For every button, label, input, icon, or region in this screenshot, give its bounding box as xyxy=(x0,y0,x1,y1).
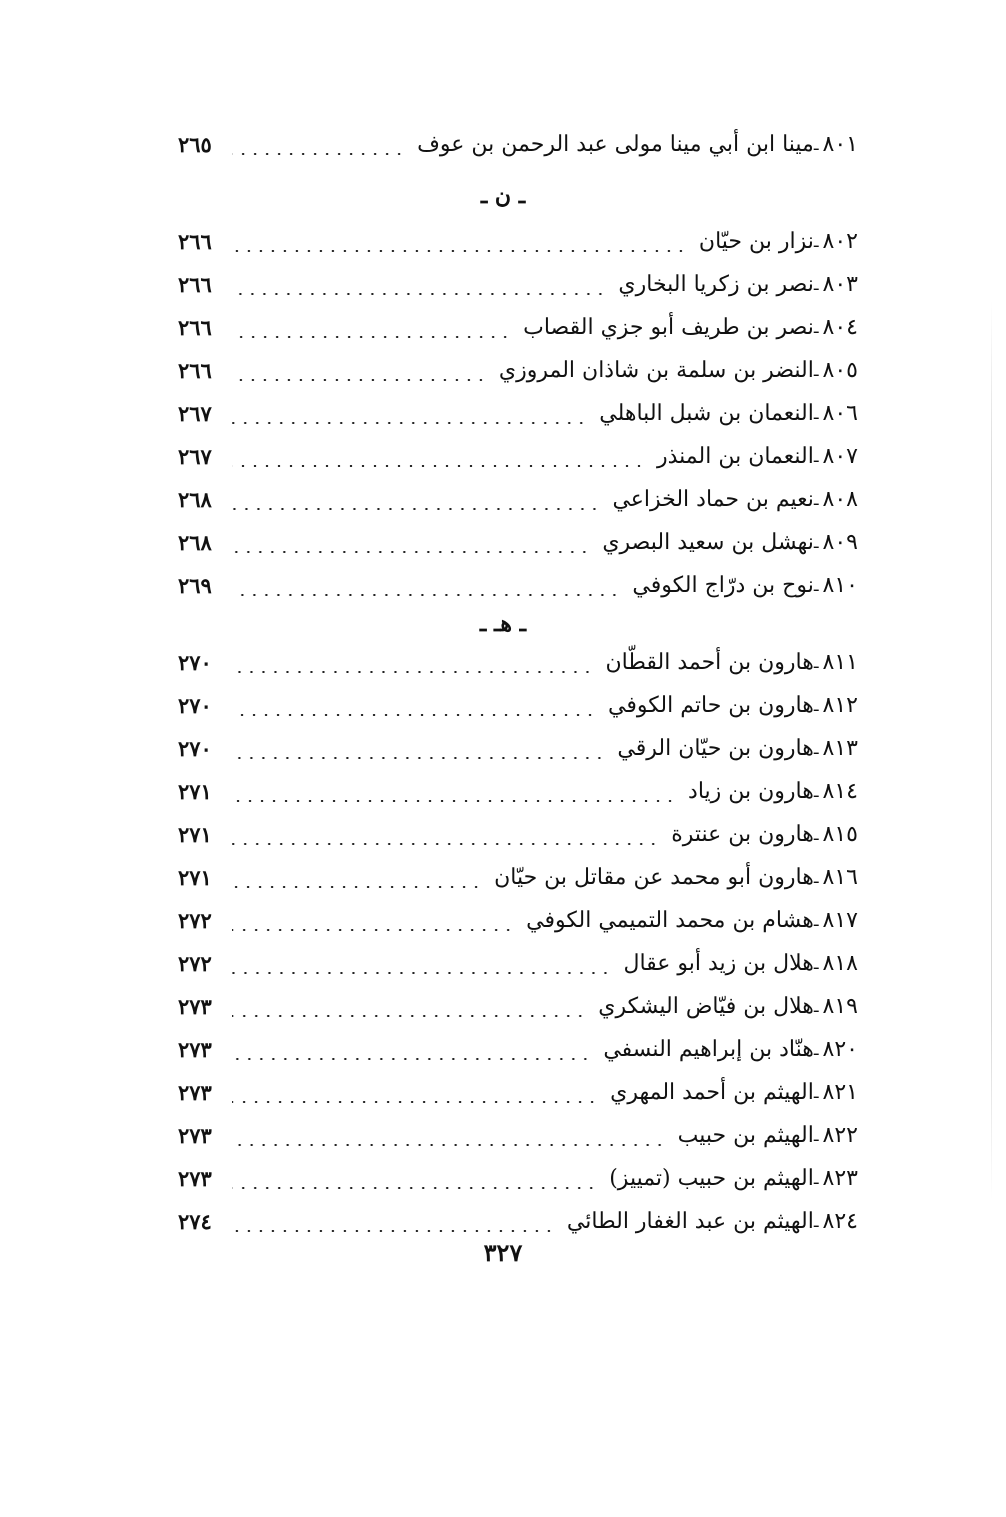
entry-number: ٨١٨ xyxy=(822,951,858,976)
entry-page: ٢٦٦ xyxy=(178,229,212,254)
entry-page: ٢٧٣ xyxy=(178,994,212,1019)
entry-number: ٨١٢ xyxy=(822,693,858,718)
list-item xyxy=(178,306,858,349)
entry-number: ٨٠٤ xyxy=(822,315,858,340)
leader-dots xyxy=(232,1187,597,1189)
list-item xyxy=(178,985,858,1028)
entry-page: ٢٧١ xyxy=(178,865,212,890)
entry-page: ٢٦٦ xyxy=(178,315,212,340)
entry-name: النضر بن سلمة بن شاذان المروزي xyxy=(498,358,814,383)
entry-name: هارون بن زياد xyxy=(688,779,814,804)
list-item xyxy=(178,1114,858,1157)
entry-name: نصر بن زكريا البخاري xyxy=(618,272,814,297)
entry-number: ٨١٥ xyxy=(822,822,858,847)
entry-dash: ـ xyxy=(813,868,819,887)
list-item xyxy=(178,478,858,521)
entry-dash: ـ xyxy=(813,275,819,294)
entry-number: ٨١٤ xyxy=(822,779,858,804)
leader-dots xyxy=(232,671,593,673)
entries-ha xyxy=(178,641,858,1243)
entry-name: نصر بن طريف أبو جزي القصاب xyxy=(523,315,814,340)
leader-dots xyxy=(232,293,606,295)
entry-name: الهيثم بن حبيب xyxy=(677,1123,814,1148)
list-item xyxy=(178,521,858,564)
leader-dots xyxy=(232,153,405,155)
entry-number: ٨٠٨ xyxy=(822,487,858,512)
entry-dash: ـ xyxy=(813,1169,819,1188)
list-item xyxy=(178,1200,858,1243)
leader-dots xyxy=(232,465,645,467)
list-item xyxy=(178,856,858,899)
entry-name: نهشل بن سعيد البصري xyxy=(602,530,814,555)
entry-name: النعمان بن شبل الباهلي xyxy=(599,401,814,426)
entry-page: ٢٧٤ xyxy=(178,1209,212,1234)
list-item xyxy=(178,1028,858,1071)
list-item xyxy=(178,1071,858,1114)
entry-page: ٢٦٨ xyxy=(178,487,212,512)
entry-dash: ـ xyxy=(813,911,819,930)
list-item xyxy=(178,263,858,306)
entry-page: ٢٦٩ xyxy=(178,573,212,598)
entry-dash: ـ xyxy=(813,739,819,758)
leader-dots xyxy=(232,422,587,424)
entry-dash: ـ xyxy=(813,954,819,973)
list-item xyxy=(178,435,858,478)
entry-number: ٨١١ xyxy=(822,650,858,675)
entry-page: ٢٦٥ xyxy=(178,132,212,157)
entry-dash: ـ xyxy=(813,490,819,509)
entry-page: ٢٧٠ xyxy=(178,693,212,718)
list-item xyxy=(178,641,858,684)
list-item xyxy=(178,349,858,392)
leader-dots xyxy=(232,800,676,802)
entry-number: ٨٠٥ xyxy=(822,358,858,383)
leader-dots xyxy=(232,1015,586,1017)
entry-dash: ـ xyxy=(813,1126,819,1145)
entry-dash: ـ xyxy=(813,1040,819,1059)
entry-number: ٨٠٩ xyxy=(822,530,858,555)
entry-name: الهيثم بن أحمد المهري xyxy=(610,1080,814,1105)
entry-name: هنّاد بن إبراهيم النسفي xyxy=(603,1037,814,1062)
list-item xyxy=(178,770,858,813)
entry-dash: ـ xyxy=(813,997,819,1016)
leader-dots xyxy=(232,843,659,845)
entry-dash: ـ xyxy=(813,1212,819,1231)
leader-dots xyxy=(232,508,600,510)
entry-name: هارون بن عنترة xyxy=(671,822,814,847)
entry-dash: ـ xyxy=(813,576,819,595)
section-header-ha: ـ هـ ـ xyxy=(479,611,527,637)
entry-dash: ـ xyxy=(813,232,819,251)
entry-number: ٨٢٣ xyxy=(822,1166,858,1191)
list-item xyxy=(178,899,858,942)
entry-dash: ـ xyxy=(813,404,819,423)
leader-dots xyxy=(232,250,687,252)
entry-page: ٢٧٠ xyxy=(178,736,212,761)
entry-name: هلال بن فيّاض اليشكري xyxy=(598,994,814,1019)
leader-dots xyxy=(232,594,620,596)
leader-dots xyxy=(232,929,514,931)
entry-dash: ـ xyxy=(813,653,819,672)
leader-dots xyxy=(232,1058,591,1060)
entry-name: نوح بن درّاج الكوفي xyxy=(632,573,814,598)
entry-dash: ـ xyxy=(813,135,819,154)
entry-number: ٨٢٤ xyxy=(822,1209,858,1234)
list-item xyxy=(178,392,858,435)
entry-page: ٢٦٦ xyxy=(178,358,212,383)
entry-name: الهيثم بن حبيب (تمييز) xyxy=(609,1166,814,1191)
entry-number: ٨٢٠ xyxy=(822,1037,858,1062)
scan-edge-line xyxy=(991,300,992,1200)
list-item xyxy=(178,684,858,727)
entries-top xyxy=(178,123,858,166)
entry-name: الهيثم بن عبد الغفار الطائي xyxy=(566,1209,814,1234)
entry-page: ٢٧٣ xyxy=(178,1037,212,1062)
leader-dots xyxy=(232,336,511,338)
entry-dash: ـ xyxy=(813,782,819,801)
entry-number: ٨١٦ xyxy=(822,865,858,890)
page-number: ٣٢٧ xyxy=(483,1238,523,1267)
leader-dots xyxy=(232,886,482,888)
entry-dash: ـ xyxy=(813,696,819,715)
list-item xyxy=(178,564,858,607)
list-item xyxy=(178,220,858,263)
entry-page: ٢٧٣ xyxy=(178,1166,212,1191)
entry-number: ٨٠٢ xyxy=(822,229,858,254)
entry-page: ٢٧٣ xyxy=(178,1123,212,1148)
entry-number: ٨٠٧ xyxy=(822,444,858,469)
leader-dots xyxy=(232,714,596,716)
entry-name: هلال بن زيد أبو عقال xyxy=(623,951,814,976)
entries-nun xyxy=(178,220,858,607)
leader-dots xyxy=(232,1230,555,1232)
entry-page: ٢٦٨ xyxy=(178,530,212,555)
leader-dots xyxy=(232,757,605,759)
entry-name: النعمان بن المنذر xyxy=(657,444,814,469)
entry-dash: ـ xyxy=(813,361,819,380)
entry-page: ٢٧٣ xyxy=(178,1080,212,1105)
entry-page: ٢٦٧ xyxy=(178,444,212,469)
entry-dash: ـ xyxy=(813,1083,819,1102)
entry-number: ٨٢١ xyxy=(822,1080,858,1105)
leader-dots xyxy=(232,379,487,381)
entry-number: ٨٢٢ xyxy=(822,1123,858,1148)
list-item xyxy=(178,813,858,856)
entry-page: ٢٦٧ xyxy=(178,401,212,426)
entry-dash: ـ xyxy=(813,447,819,466)
entry-name: نزار بن حيّان xyxy=(698,229,814,254)
entry-page: ٢٧٢ xyxy=(178,908,212,933)
entry-page: ٢٧١ xyxy=(178,822,212,847)
entry-number: ٨٠٦ xyxy=(822,401,858,426)
entry-dash: ـ xyxy=(813,533,819,552)
entry-name: هارون بن حاتم الكوفي xyxy=(608,693,814,718)
leader-dots xyxy=(232,972,611,974)
entry-name: مينا ابن أبي مينا مولى عبد الرحمن بن عوف xyxy=(417,132,814,157)
entry-name: هارون بن أحمد القطّان xyxy=(605,650,814,675)
entry-dash: ـ xyxy=(813,825,819,844)
entry-dash: ـ xyxy=(813,318,819,337)
entry-number: ٨١٠ xyxy=(822,573,858,598)
list-item xyxy=(178,123,858,166)
entry-name: نعيم بن حماد الخزاعي xyxy=(612,487,814,512)
entry-number: ٨١٩ xyxy=(822,994,858,1019)
entry-number: ٨١٣ xyxy=(822,736,858,761)
entry-page: ٢٧٢ xyxy=(178,951,212,976)
entry-page: ٢٧٠ xyxy=(178,650,212,675)
list-item xyxy=(178,727,858,770)
entry-name: هارون أبو محمد عن مقاتل بن حيّان xyxy=(494,865,814,890)
section-header-nun: ـ ن ـ xyxy=(480,183,526,209)
entry-number: ٨٠٣ xyxy=(822,272,858,297)
list-item xyxy=(178,1157,858,1200)
entry-page: ٢٧١ xyxy=(178,779,212,804)
entry-name: هارون بن حيّان الرقي xyxy=(617,736,814,761)
leader-dots xyxy=(232,1101,598,1103)
leader-dots xyxy=(232,551,590,553)
entry-page: ٢٦٦ xyxy=(178,272,212,297)
list-item xyxy=(178,942,858,985)
entry-number: ٨٠١ xyxy=(822,132,858,157)
leader-dots xyxy=(232,1144,666,1146)
entry-name: هشام بن محمد التميمي الكوفي xyxy=(526,908,814,933)
entry-number: ٨١٧ xyxy=(822,908,858,933)
